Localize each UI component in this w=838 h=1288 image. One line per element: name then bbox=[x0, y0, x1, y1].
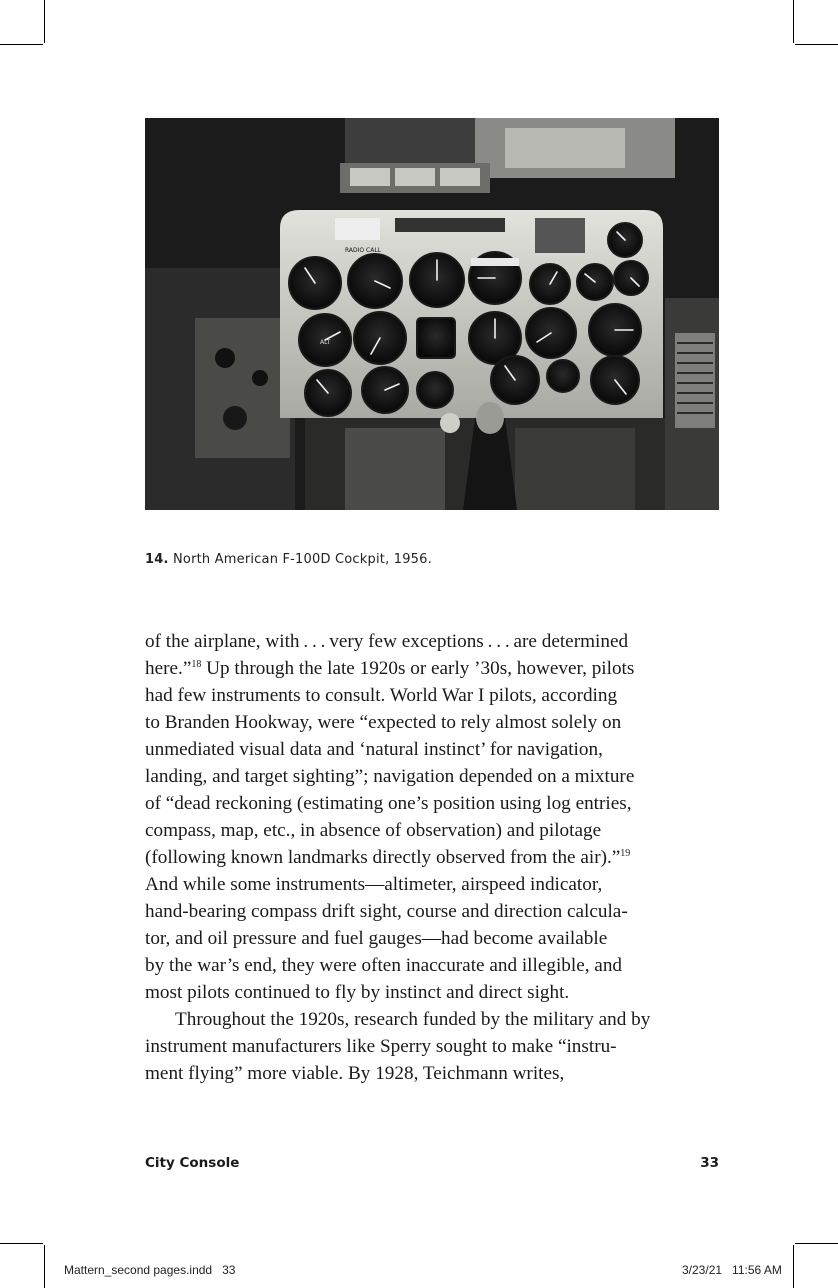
text-line: had few instruments to consult. World War I pilots, according bbox=[145, 685, 618, 706]
running-head: City Console bbox=[145, 1155, 240, 1171]
text-line: (following known landmarks directly observed from the air).”$^{19}$ bbox=[145, 847, 631, 868]
text-line: landing, and target sighting”; navigation depended on a mixture bbox=[145, 766, 635, 787]
crop-mark-top-left bbox=[44, 0, 45, 43]
crop-mark-bottom-left-h bbox=[0, 1243, 43, 1244]
slug-file-name: Mattern_second pages.indd 33 bbox=[64, 1263, 236, 1277]
text-line: of the airplane, with . . . very few exceptions . . . are determined bbox=[145, 631, 629, 652]
crop-mark-bottom-right-h bbox=[795, 1243, 838, 1244]
text-line: hand-bearing compass drift sight, course and direction calcula- bbox=[145, 901, 628, 922]
panel-label-alt: ALT bbox=[320, 339, 331, 346]
text-line: instrument manufacturers like Sperry sought to make “instru- bbox=[145, 1036, 617, 1057]
text-line: of “dead reckoning (estimating one’s position using log entries, bbox=[145, 793, 632, 814]
figure-caption-text: North American F-100D Cockpit, 1956. bbox=[172, 552, 432, 567]
crop-mark-top-right-h bbox=[795, 44, 838, 45]
crop-mark-bottom-right bbox=[793, 1245, 794, 1288]
text-line: here.”$^{18}$ Up through the late 1920s or early ’30s, however, pilots bbox=[145, 658, 635, 679]
figure-number: 14. bbox=[145, 552, 169, 567]
text-line: And while some instruments—altimeter, airspeed indicator, bbox=[145, 874, 603, 895]
text-line-indented: Throughout the 1920s, research funded by the military and by bbox=[175, 1009, 651, 1030]
text-line: most pilots continued to fly by instinct and direct sight. bbox=[145, 982, 570, 1003]
footnote-ref: 18 bbox=[191, 659, 202, 670]
text-line: tor, and oil pressure and fuel gauges—had become available bbox=[145, 928, 608, 949]
page-number: 33 bbox=[700, 1155, 719, 1171]
footnote-ref: 19 bbox=[620, 848, 631, 859]
figure-caption bbox=[145, 552, 432, 567]
body-text bbox=[145, 628, 721, 1087]
cockpit-photo bbox=[145, 118, 719, 510]
text-line: to Branden Hookway, were “expected to rely almost solely on bbox=[145, 712, 622, 733]
crop-mark-top-left-h bbox=[0, 44, 43, 45]
text-line: unmediated visual data and ‘natural instinct’ for navigation, bbox=[145, 739, 603, 760]
crop-mark-bottom-left bbox=[44, 1245, 45, 1288]
text-line: ment flying” more viable. By 1928, Teichmann writes, bbox=[145, 1063, 565, 1084]
crop-mark-top-right bbox=[793, 0, 794, 43]
text-line: by the war’s end, they were often inaccurate and illegible, and bbox=[145, 955, 623, 976]
slug-date: 3/23/21 11:56 AM bbox=[682, 1263, 782, 1277]
text-line: compass, map, etc., in absence of observation) and pilotage bbox=[145, 820, 602, 841]
panel-label-radio-call: RADIO CALL bbox=[345, 247, 382, 254]
